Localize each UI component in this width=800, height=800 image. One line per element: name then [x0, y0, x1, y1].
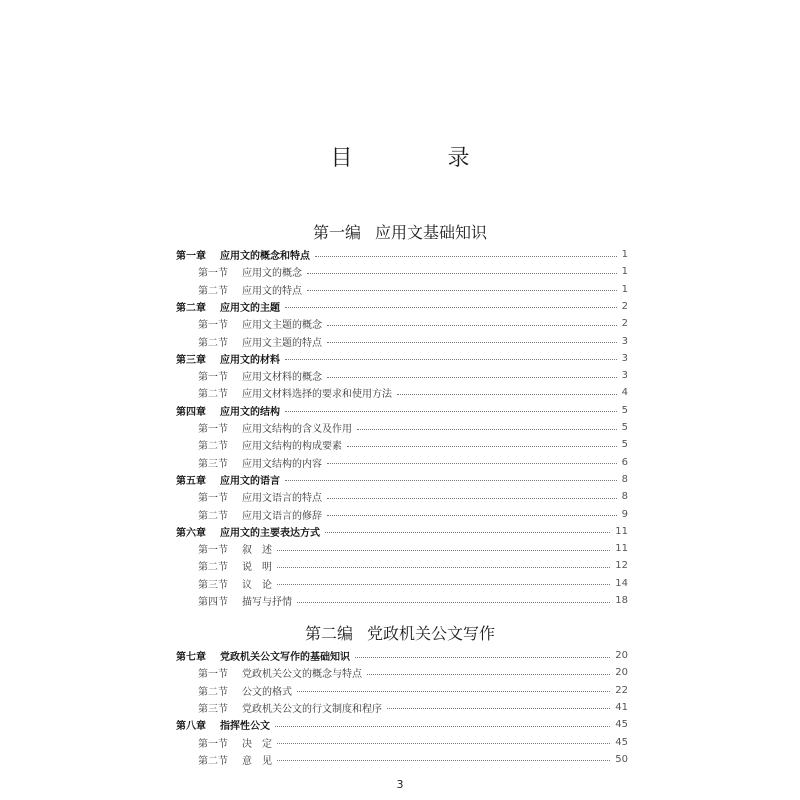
- section-number: 第二节: [198, 441, 228, 453]
- dot-leader: [327, 376, 617, 378]
- dot-leader: [325, 531, 610, 533]
- dot-leader: [307, 272, 617, 274]
- page-ref: 1: [621, 266, 628, 278]
- toc-chapter-row: [176, 246, 628, 263]
- dot-leader: [285, 306, 617, 308]
- toc-chapter-row: [176, 402, 628, 419]
- toc-chapter-row: [176, 298, 628, 315]
- dot-leader: [277, 566, 610, 568]
- toc-section-row: [176, 506, 628, 523]
- section-number: 第一节: [198, 493, 228, 505]
- dot-leader: [285, 358, 617, 360]
- chapter-number: 第六章: [176, 527, 206, 539]
- section-title: 描写与抒情: [242, 597, 292, 608]
- page-ref: 5: [621, 422, 628, 433]
- chapter-title: 应用文的主题: [220, 302, 280, 314]
- toc-section-row: [176, 367, 628, 384]
- chapter-number: 第一章: [176, 251, 206, 262]
- page-ref: 2: [621, 300, 628, 312]
- section-number: 第一节: [198, 669, 228, 681]
- page-ref: 8: [621, 491, 628, 503]
- chapter-title: 应用文的语言: [220, 475, 280, 487]
- dot-leader: [297, 690, 610, 692]
- page-ref: 4: [621, 387, 628, 399]
- section-number: 第三节: [198, 458, 228, 470]
- toc-section-row: [176, 384, 628, 401]
- section-number: 第二节: [198, 562, 228, 574]
- part-name: 应用文基础知识: [375, 223, 488, 242]
- toc-section-row: [176, 734, 628, 751]
- page-ref: 1: [621, 249, 628, 260]
- chapter-title: 指挥性公文: [220, 721, 270, 733]
- dot-leader: [285, 410, 617, 412]
- part-number: 第二编: [304, 624, 353, 643]
- page-ref: 3: [621, 370, 628, 382]
- page-ref: 6: [621, 456, 628, 468]
- toc-chapter-row: [176, 716, 628, 733]
- dot-leader: [315, 255, 617, 257]
- page-ref: 45: [615, 736, 628, 748]
- section-number: 第二节: [198, 755, 228, 767]
- section-number: 第四节: [198, 597, 228, 608]
- section-title: 议 论: [242, 579, 272, 591]
- part-heading: [0, 220, 800, 243]
- part-number: 第一编: [312, 223, 361, 242]
- page-ref: 20: [615, 650, 628, 661]
- toc-section-row: [176, 540, 628, 557]
- dot-leader: [367, 673, 610, 675]
- section-number: 第三节: [198, 579, 228, 591]
- section-number: 第一节: [198, 372, 228, 384]
- toc-section-row: [176, 436, 628, 453]
- dot-leader: [277, 759, 610, 761]
- section-number: 第二节: [198, 510, 228, 522]
- toc-chapter-row: [176, 647, 628, 664]
- section-title: 应用文结构的构成要素: [242, 441, 342, 453]
- page-ref: 18: [615, 595, 628, 606]
- dot-leader: [297, 601, 610, 603]
- dot-leader: [397, 393, 617, 395]
- part-name: 党政机关公文写作: [367, 624, 496, 643]
- dot-leader: [275, 725, 610, 727]
- toc-chapter-row: [176, 471, 628, 488]
- chapter-title: 应用文的结构: [220, 406, 280, 418]
- chapter-title: 应用文的材料: [220, 354, 280, 366]
- dot-leader: [307, 289, 617, 291]
- section-title: 应用文材料选择的要求和使用方法: [242, 389, 392, 401]
- dot-leader: [327, 341, 617, 343]
- section-number: 第二节: [198, 686, 228, 698]
- section-title: 应用文材料的概念: [242, 372, 322, 384]
- page-ref: 3: [621, 335, 628, 347]
- section-title: 党政机关公文的概念与特点: [242, 669, 362, 681]
- dot-leader: [327, 497, 617, 499]
- toc-section-row: [176, 664, 628, 681]
- part-heading: [0, 621, 800, 644]
- chapter-number: 第七章: [176, 652, 206, 663]
- dot-leader: [277, 583, 610, 585]
- dot-leader: [277, 742, 610, 744]
- page-ref: 14: [615, 577, 628, 589]
- section-title: 应用文主题的概念: [242, 320, 322, 332]
- dot-leader: [327, 324, 617, 326]
- section-number: 第一节: [198, 268, 228, 280]
- section-title: 应用文语言的修辞: [242, 510, 322, 522]
- dot-leader: [327, 462, 617, 464]
- page-ref: 12: [615, 560, 628, 572]
- page-ref: 11: [615, 525, 628, 537]
- toc-section-row: [176, 557, 628, 574]
- section-number: 第一节: [198, 424, 228, 435]
- page-ref: 11: [615, 543, 628, 555]
- section-title: 应用文主题的特点: [242, 337, 322, 349]
- toc-section-row: [176, 488, 628, 505]
- dot-leader: [387, 707, 610, 709]
- page-ref: 41: [615, 701, 628, 713]
- page-ref: 9: [621, 508, 628, 520]
- section-number: 第二节: [198, 285, 228, 297]
- chapter-title: 应用文的主要表达方式: [220, 527, 320, 539]
- section-title: 应用文结构的内容: [242, 458, 322, 470]
- section-number: 第三节: [198, 703, 228, 715]
- toc-section-row: [176, 682, 628, 699]
- chapter-title: 党政机关公文写作的基础知识: [220, 652, 350, 663]
- section-title: 叙 述: [242, 545, 272, 557]
- toc-section-row: [176, 592, 628, 609]
- page-ref: 45: [615, 719, 628, 731]
- toc-section-row: [176, 699, 628, 716]
- section-number: 第二节: [198, 337, 228, 349]
- chapter-number: 第四章: [176, 406, 206, 418]
- page-ref: 50: [615, 753, 628, 765]
- page-number: 3: [396, 778, 404, 791]
- page-ref: 1: [621, 283, 628, 295]
- toc-section-row: [176, 333, 628, 350]
- toc-chapter-row: [176, 350, 628, 367]
- chapter-number: 第八章: [176, 721, 206, 733]
- chapter-number: 第三章: [176, 354, 206, 366]
- dot-leader: [327, 514, 617, 516]
- toc-section-row: [176, 263, 628, 280]
- page-ref: 5: [621, 439, 628, 451]
- section-title: 应用文结构的含义及作用: [242, 424, 352, 435]
- dot-leader: [355, 656, 610, 658]
- dot-leader: [347, 445, 617, 447]
- page-ref: 8: [621, 473, 628, 485]
- section-title: 应用文的概念: [242, 268, 302, 280]
- toc-section-row: [176, 315, 628, 332]
- page-ref: 20: [615, 667, 628, 679]
- section-number: 第一节: [198, 320, 228, 332]
- toc-section-row: [176, 419, 628, 436]
- toc-section-row: [176, 454, 628, 471]
- section-title: 公文的格式: [242, 686, 292, 698]
- dot-leader: [285, 479, 617, 481]
- toc-section-row: [176, 575, 628, 592]
- toc-chapter-row: [176, 523, 628, 540]
- section-title: 应用文语言的特点: [242, 493, 322, 505]
- dot-leader: [277, 549, 610, 551]
- toc-section-row: [176, 281, 628, 298]
- page-ref: 2: [621, 318, 628, 330]
- chapter-number: 第五章: [176, 475, 206, 487]
- section-title: 说 明: [242, 562, 272, 574]
- section-number: 第二节: [198, 389, 228, 401]
- page-ref: 22: [615, 684, 628, 696]
- page-title: 目 录: [330, 146, 514, 171]
- section-number: 第一节: [198, 545, 228, 557]
- page-ref: 3: [621, 352, 628, 364]
- section-title: 意 见: [242, 755, 272, 767]
- toc-section-row: [176, 751, 628, 768]
- section-title: 应用文的特点: [242, 285, 302, 297]
- chapter-number: 第二章: [176, 302, 206, 314]
- section-number: 第一节: [198, 738, 228, 750]
- chapter-title: 应用文的概念和特点: [220, 251, 310, 262]
- page-ref: 5: [621, 404, 628, 416]
- section-title: 党政机关公文的行文制度和程序: [242, 703, 382, 715]
- dot-leader: [357, 428, 617, 430]
- section-title: 决 定: [242, 738, 272, 750]
